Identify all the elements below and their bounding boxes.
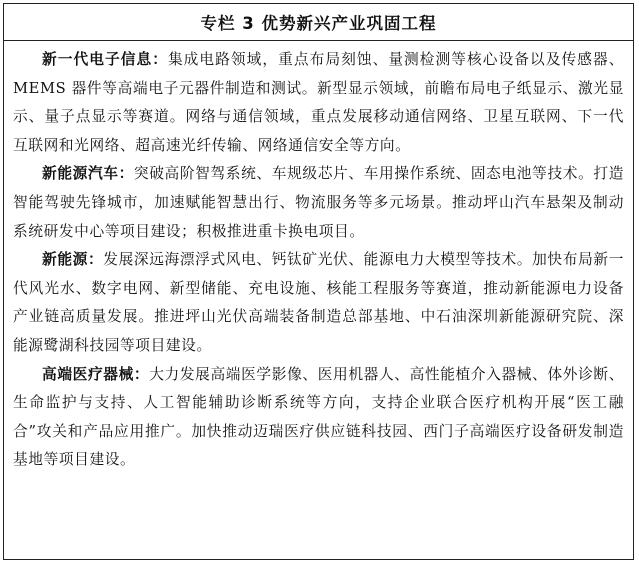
section-text: 集成电路领域，重点布局刻蚀、量测检测等核心设备以及传感器、MEMS 器件等高端电子元器件制造和测试。新型显示领域，前瞻布局电子纸显示、激光显示、量子点显示等赛道。网络与通信领域，重点发展移动通信网络、卫星互联网、下一代互联网和光网络、超高速光纤传输、网络通信安全等方向。	[13, 51, 624, 154]
section-heading: 高端医疗器械：	[42, 365, 150, 383]
box-title: 专栏 3 优势新兴产业巩固工程	[4, 4, 633, 41]
section-text: 发展深远海漂浮式风电、钙钛矿光伏、能源电力大模型等技术。加快布局新一代风光水、数字电网、新型储能、充电设施、核能工程服务等赛道，推动新能源电力设备产业链高质量发展。推进坪山光伏高端装备制造总部基地、中石油深圳新能源研究院、深能源鹭湖科技园等项目建设。	[13, 251, 624, 354]
section-new-energy-vehicles	[13, 160, 624, 246]
section-heading: 新一代电子信息：	[42, 51, 168, 68]
section-heading: 新能源汽车：	[42, 165, 134, 183]
section-text: 突破高阶智驾系统、车规级芯片、车用操作系统、固态电池等技术。打造智能驾驶先锋城市，加速赋能智慧出行、物流服务等多元场景。推动坪山汽车悬架及制动系统研发中心等项目建设；积极推进重卡换电项目。	[13, 165, 624, 240]
box-content	[4, 41, 633, 475]
section-text: 大力发展高端医学影像、医用机器人、高性能植介入器械、体外诊断、生命监护与支持、人工智能辅助诊断系统等方向，支持企业联合医疗机构开展“医工融合”攻关和产品应用推广。加快推动迈瑞医疗供应链科技园、西门子高端医疗设备研发制造基地等项目建设。	[13, 365, 624, 469]
section-heading: 新能源：	[42, 251, 104, 269]
section-new-energy	[13, 246, 624, 360]
feature-box	[3, 3, 634, 560]
section-electronic-info	[13, 46, 624, 160]
section-medical-devices	[13, 361, 624, 475]
